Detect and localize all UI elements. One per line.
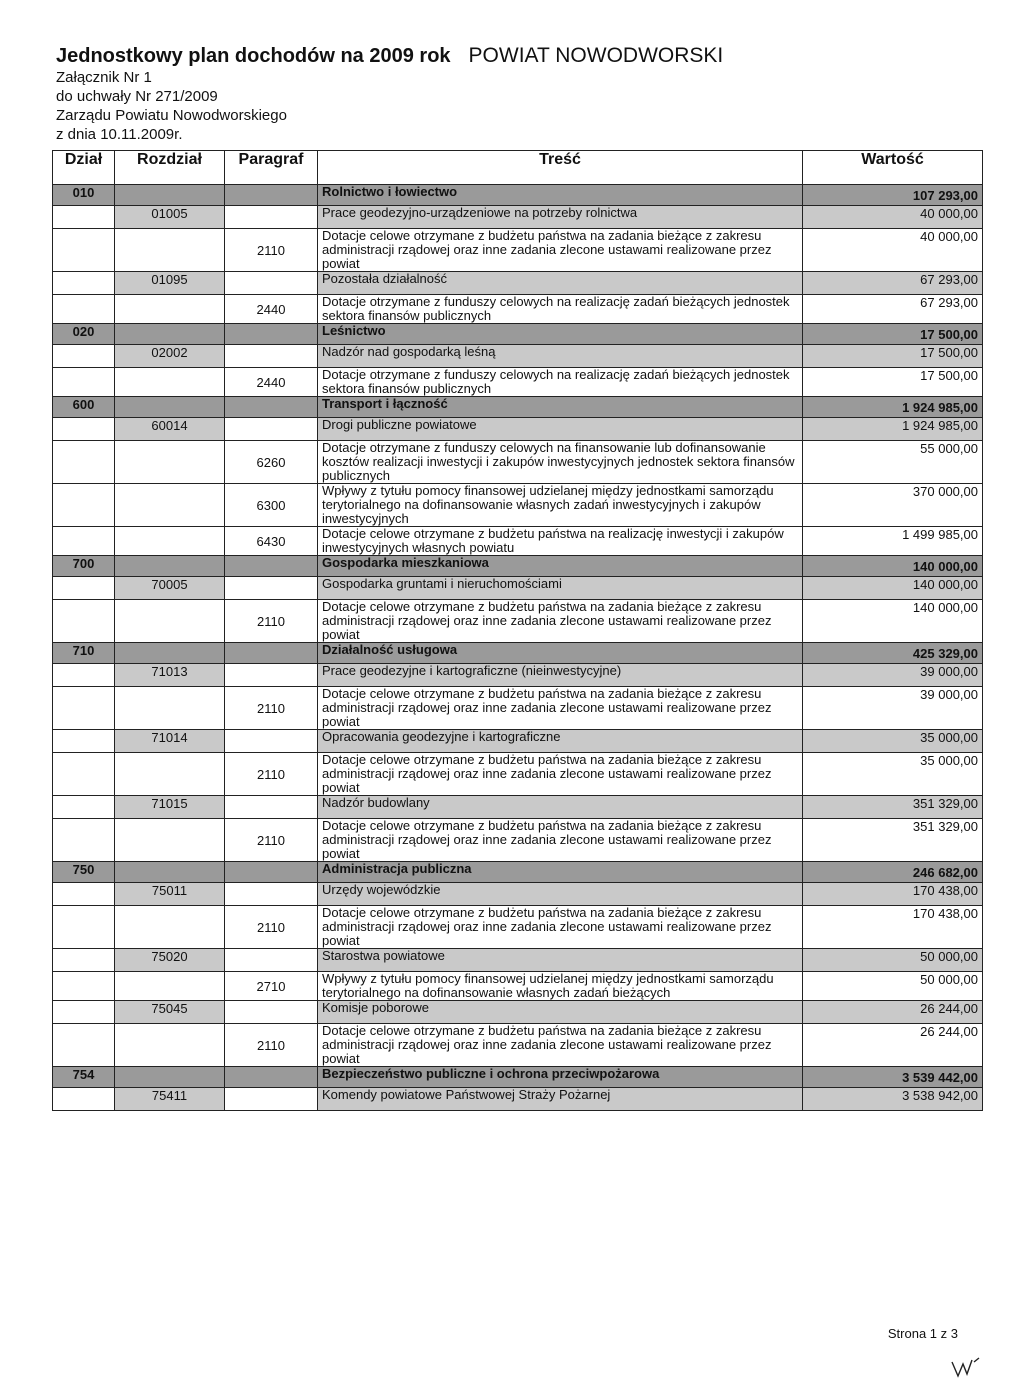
cell-paragraf: 2110: [225, 753, 318, 796]
cell-paragraf: 6300: [225, 484, 318, 527]
cell-paragraf: 2110: [225, 819, 318, 862]
cell-tresc: Dotacje celowe otrzymane z budżetu państwa na zadania bieżące z zakresu administracji rządowej oraz inne zadania zlecone ustawami realizowane przez powiat: [318, 1024, 803, 1067]
cell-dzial: [53, 484, 115, 527]
column-header-tresc: Treść: [318, 151, 803, 185]
table-row-dzial: [53, 397, 983, 418]
table-row-rozdzial: [53, 1088, 983, 1111]
cell-tresc: Leśnictwo: [318, 324, 803, 345]
cell-wartosc: 35 000,00: [803, 730, 983, 753]
table-row-rozdzial: [53, 577, 983, 600]
cell-tresc: Administracja publiczna: [318, 862, 803, 883]
table-row-dzial: [53, 643, 983, 664]
table-row-paragraf: [53, 687, 983, 730]
cell-paragraf: [225, 206, 318, 229]
table-row-paragraf: [53, 1024, 983, 1067]
cell-rozdzial: [115, 324, 225, 345]
cell-rozdzial: [115, 972, 225, 1001]
cell-wartosc: 1 924 985,00: [803, 397, 983, 418]
table-row-rozdzial: [53, 345, 983, 368]
cell-tresc: Dotacje celowe otrzymane z budżetu państwa na zadania bieżące z zakresu administracji rządowej oraz inne zadania zlecone ustawami realizowane przez powiat: [318, 229, 803, 272]
cell-dzial: 710: [53, 643, 115, 664]
cell-rozdzial: 71014: [115, 730, 225, 753]
cell-tresc: Wpływy z tytułu pomocy finansowej udzielanej między jednostkami samorządu terytorialnego na dofinansowanie własnych zadań bieżących: [318, 972, 803, 1001]
cell-wartosc: 26 244,00: [803, 1024, 983, 1067]
table-row-paragraf: [53, 484, 983, 527]
table-row-paragraf: [53, 295, 983, 324]
cell-tresc: Prace geodezyjno-urządzeniowe na potrzeby rolnictwa: [318, 206, 803, 229]
cell-wartosc: 35 000,00: [803, 753, 983, 796]
attachment-line: Załącznik Nr 1: [56, 69, 152, 86]
cell-paragraf: 2110: [225, 687, 318, 730]
cell-rozdzial: 71015: [115, 796, 225, 819]
cell-wartosc: 425 329,00: [803, 643, 983, 664]
cell-paragraf: [225, 730, 318, 753]
cell-rozdzial: [115, 484, 225, 527]
date-line: z dnia 10.11.2009r.: [56, 126, 183, 143]
table-row-paragraf: [53, 753, 983, 796]
cell-rozdzial: 75045: [115, 1001, 225, 1024]
cell-wartosc: 351 329,00: [803, 819, 983, 862]
cell-tresc: Transport i łączność: [318, 397, 803, 418]
cell-paragraf: [225, 1001, 318, 1024]
table-row-dzial: [53, 556, 983, 577]
table-row-dzial: [53, 324, 983, 345]
cell-rozdzial: [115, 441, 225, 484]
cell-dzial: 754: [53, 1067, 115, 1088]
column-header-dzial: Dział: [53, 151, 115, 185]
table-row-paragraf: [53, 229, 983, 272]
cell-rozdzial: [115, 643, 225, 664]
cell-paragraf: [225, 397, 318, 418]
cell-rozdzial: 75411: [115, 1088, 225, 1111]
cell-wartosc: 170 438,00: [803, 906, 983, 949]
cell-wartosc: 246 682,00: [803, 862, 983, 883]
cell-wartosc: 3 539 442,00: [803, 1067, 983, 1088]
cell-rozdzial: [115, 527, 225, 556]
cell-dzial: 600: [53, 397, 115, 418]
cell-tresc: Dotacje otrzymane z funduszy celowych na finansowanie lub dofinansowanie kosztów realizacji inwestycji i zakupów inwestycyjnych jednostek sektora finansów publicznych: [318, 441, 803, 484]
cell-rozdzial: [115, 862, 225, 883]
cell-paragraf: [225, 324, 318, 345]
cell-wartosc: 50 000,00: [803, 972, 983, 1001]
cell-paragraf: 2440: [225, 295, 318, 324]
table-row-dzial: [53, 185, 983, 206]
document-title: [56, 44, 723, 68]
cell-tresc: Dotacje otrzymane z funduszy celowych na realizację zadań bieżących jednostek sektora finansów publicznych: [318, 295, 803, 324]
cell-tresc: Nadzór budowlany: [318, 796, 803, 819]
cell-dzial: [53, 1001, 115, 1024]
cell-rozdzial: 71013: [115, 664, 225, 687]
table-row-rozdzial: [53, 206, 983, 229]
cell-dzial: [53, 1024, 115, 1067]
cell-wartosc: 40 000,00: [803, 206, 983, 229]
cell-rozdzial: 02002: [115, 345, 225, 368]
cell-wartosc: 1 924 985,00: [803, 418, 983, 441]
table-row-rozdzial: [53, 796, 983, 819]
cell-dzial: [53, 441, 115, 484]
cell-tresc: Gospodarka mieszkaniowa: [318, 556, 803, 577]
resolution-line: do uchwały Nr 271/2009: [56, 88, 218, 105]
cell-dzial: [53, 1088, 115, 1111]
table-row-rozdzial: [53, 730, 983, 753]
cell-rozdzial: [115, 819, 225, 862]
cell-paragraf: 2110: [225, 600, 318, 643]
cell-wartosc: 55 000,00: [803, 441, 983, 484]
cell-tresc: Bezpieczeństwo publiczne i ochrona przeciwpożarowa: [318, 1067, 803, 1088]
cell-paragraf: [225, 1088, 318, 1111]
cell-rozdzial: 70005: [115, 577, 225, 600]
cell-rozdzial: [115, 687, 225, 730]
document-header: [56, 44, 723, 144]
table-row-paragraf: [53, 906, 983, 949]
board-line: Zarządu Powiatu Nowodworskiego: [56, 107, 287, 124]
cell-tresc: Starostwa powiatowe: [318, 949, 803, 972]
column-header-wartosc: Wartość: [803, 151, 983, 185]
cell-rozdzial: [115, 906, 225, 949]
cell-paragraf: [225, 345, 318, 368]
cell-tresc: Pozostała działalność: [318, 272, 803, 295]
cell-tresc: Wpływy z tytułu pomocy finansowej udzielanej między jednostkami samorządu terytorialnego na dofinansowanie własnych zadań inwestycyjnych i zakupów inwestycyjnych: [318, 484, 803, 527]
cell-wartosc: 26 244,00: [803, 1001, 983, 1024]
cell-tresc: Rolnictwo i łowiectwo: [318, 185, 803, 206]
cell-paragraf: [225, 643, 318, 664]
cell-paragraf: [225, 883, 318, 906]
cell-dzial: 010: [53, 185, 115, 206]
cell-dzial: [53, 577, 115, 600]
cell-dzial: [53, 972, 115, 1001]
table-row-dzial: [53, 1067, 983, 1088]
cell-wartosc: 67 293,00: [803, 272, 983, 295]
cell-paragraf: 2110: [225, 229, 318, 272]
cell-dzial: [53, 730, 115, 753]
table-row-rozdzial: [53, 664, 983, 687]
cell-rozdzial: [115, 1024, 225, 1067]
cell-paragraf: 6430: [225, 527, 318, 556]
cell-wartosc: 17 500,00: [803, 345, 983, 368]
table-body: [53, 185, 983, 1111]
cell-rozdzial: [115, 185, 225, 206]
cell-rozdzial: [115, 753, 225, 796]
cell-paragraf: [225, 185, 318, 206]
cell-tresc: Dotacje celowe otrzymane z budżetu państwa na zadania bieżące z zakresu administracji rządowej oraz inne zadania zlecone ustawami realizowane przez powiat: [318, 819, 803, 862]
cell-rozdzial: [115, 295, 225, 324]
cell-rozdzial: 60014: [115, 418, 225, 441]
table-row-paragraf: [53, 368, 983, 397]
table-row-paragraf: [53, 600, 983, 643]
cell-rozdzial: 75020: [115, 949, 225, 972]
handwritten-initials: [950, 1356, 990, 1380]
cell-wartosc: 140 000,00: [803, 600, 983, 643]
cell-dzial: [53, 295, 115, 324]
cell-paragraf: 2110: [225, 906, 318, 949]
cell-tresc: Prace geodezyjne i kartograficzne (nieinwestycyjne): [318, 664, 803, 687]
cell-wartosc: 17 500,00: [803, 368, 983, 397]
cell-rozdzial: [115, 397, 225, 418]
table-row-rozdzial: [53, 272, 983, 295]
table-header-row: [53, 151, 983, 185]
column-header-paragraf: Paragraf: [225, 151, 318, 185]
cell-tresc: Drogi publiczne powiatowe: [318, 418, 803, 441]
cell-wartosc: 39 000,00: [803, 687, 983, 730]
cell-paragraf: [225, 949, 318, 972]
table-row-rozdzial: [53, 418, 983, 441]
cell-tresc: Urzędy wojewódzkie: [318, 883, 803, 906]
cell-wartosc: 351 329,00: [803, 796, 983, 819]
cell-paragraf: 2110: [225, 1024, 318, 1067]
cell-wartosc: 1 499 985,00: [803, 527, 983, 556]
cell-tresc: Gospodarka gruntami i nieruchomościami: [318, 577, 803, 600]
cell-wartosc: 39 000,00: [803, 664, 983, 687]
cell-dzial: [53, 664, 115, 687]
cell-rozdzial: [115, 600, 225, 643]
cell-dzial: [53, 600, 115, 643]
cell-tresc: Komisje poborowe: [318, 1001, 803, 1024]
cell-tresc: Dotacje celowe otrzymane z budżetu państwa na zadania bieżące z zakresu administracji rządowej oraz inne zadania zlecone ustawami realizowane przez powiat: [318, 906, 803, 949]
table-row-paragraf: [53, 527, 983, 556]
cell-dzial: [53, 906, 115, 949]
column-header-rozdzial: Rozdział: [115, 151, 225, 185]
cell-paragraf: 6260: [225, 441, 318, 484]
cell-tresc: Dotacje celowe otrzymane z budżetu państwa na realizację inwestycji i zakupów inwestycyjnych własnych powiatu: [318, 527, 803, 556]
table-row-rozdzial: [53, 1001, 983, 1024]
cell-tresc: Komendy powiatowe Państwowej Straży Pożarnej: [318, 1088, 803, 1111]
cell-tresc: Dotacje celowe otrzymane z budżetu państwa na zadania bieżące z zakresu administracji rządowej oraz inne zadania zlecone ustawami realizowane przez powiat: [318, 687, 803, 730]
cell-dzial: [53, 229, 115, 272]
table-row-paragraf: [53, 819, 983, 862]
cell-rozdzial: [115, 368, 225, 397]
cell-dzial: [53, 883, 115, 906]
cell-dzial: 700: [53, 556, 115, 577]
cell-wartosc: 3 538 942,00: [803, 1088, 983, 1111]
table-row-dzial: [53, 862, 983, 883]
cell-dzial: [53, 819, 115, 862]
cell-paragraf: 2710: [225, 972, 318, 1001]
cell-wartosc: 140 000,00: [803, 577, 983, 600]
cell-paragraf: [225, 272, 318, 295]
cell-wartosc: 40 000,00: [803, 229, 983, 272]
cell-tresc: Nadzór nad gospodarką leśną: [318, 345, 803, 368]
cell-tresc: Dotacje otrzymane z funduszy celowych na realizację zadań bieżących jednostek sektora finansów publicznych: [318, 368, 803, 397]
cell-wartosc: 370 000,00: [803, 484, 983, 527]
cell-dzial: 020: [53, 324, 115, 345]
cell-dzial: [53, 345, 115, 368]
cell-rozdzial: 01005: [115, 206, 225, 229]
cell-dzial: [53, 206, 115, 229]
cell-dzial: [53, 418, 115, 441]
cell-paragraf: [225, 1067, 318, 1088]
cell-dzial: [53, 796, 115, 819]
cell-dzial: [53, 368, 115, 397]
table-row-paragraf: [53, 972, 983, 1001]
cell-paragraf: 2440: [225, 368, 318, 397]
cell-paragraf: [225, 556, 318, 577]
cell-dzial: [53, 753, 115, 796]
cell-dzial: 750: [53, 862, 115, 883]
cell-rozdzial: [115, 556, 225, 577]
cell-wartosc: 67 293,00: [803, 295, 983, 324]
cell-dzial: [53, 527, 115, 556]
cell-rozdzial: 75011: [115, 883, 225, 906]
cell-paragraf: [225, 664, 318, 687]
cell-tresc: Dotacje celowe otrzymane z budżetu państwa na zadania bieżące z zakresu administracji rządowej oraz inne zadania zlecone ustawami realizowane przez powiat: [318, 600, 803, 643]
county-name: POWIAT NOWODWORSKI: [468, 44, 724, 67]
cell-paragraf: [225, 577, 318, 600]
page-number: Strona 1 z 3: [887, 1326, 958, 1341]
cell-dzial: [53, 687, 115, 730]
cell-dzial: [53, 949, 115, 972]
cell-paragraf: [225, 796, 318, 819]
income-plan-table: [52, 150, 983, 1111]
table-row-rozdzial: [53, 883, 983, 906]
table-row-rozdzial: [53, 949, 983, 972]
cell-wartosc: 140 000,00: [803, 556, 983, 577]
table-row-paragraf: [53, 441, 983, 484]
cell-rozdzial: [115, 1067, 225, 1088]
cell-wartosc: 107 293,00: [803, 185, 983, 206]
cell-paragraf: [225, 862, 318, 883]
title-text: Jednostkowy plan dochodów na 2009 rok: [56, 45, 451, 67]
cell-wartosc: 50 000,00: [803, 949, 983, 972]
cell-wartosc: 17 500,00: [803, 324, 983, 345]
cell-paragraf: [225, 418, 318, 441]
cell-wartosc: 170 438,00: [803, 883, 983, 906]
cell-tresc: Dotacje celowe otrzymane z budżetu państwa na zadania bieżące z zakresu administracji rządowej oraz inne zadania zlecone ustawami realizowane przez powiat: [318, 753, 803, 796]
cell-rozdzial: [115, 229, 225, 272]
cell-rozdzial: 01095: [115, 272, 225, 295]
cell-tresc: Opracowania geodezyjne i kartograficzne: [318, 730, 803, 753]
cell-dzial: [53, 272, 115, 295]
cell-tresc: Działalność usługowa: [318, 643, 803, 664]
